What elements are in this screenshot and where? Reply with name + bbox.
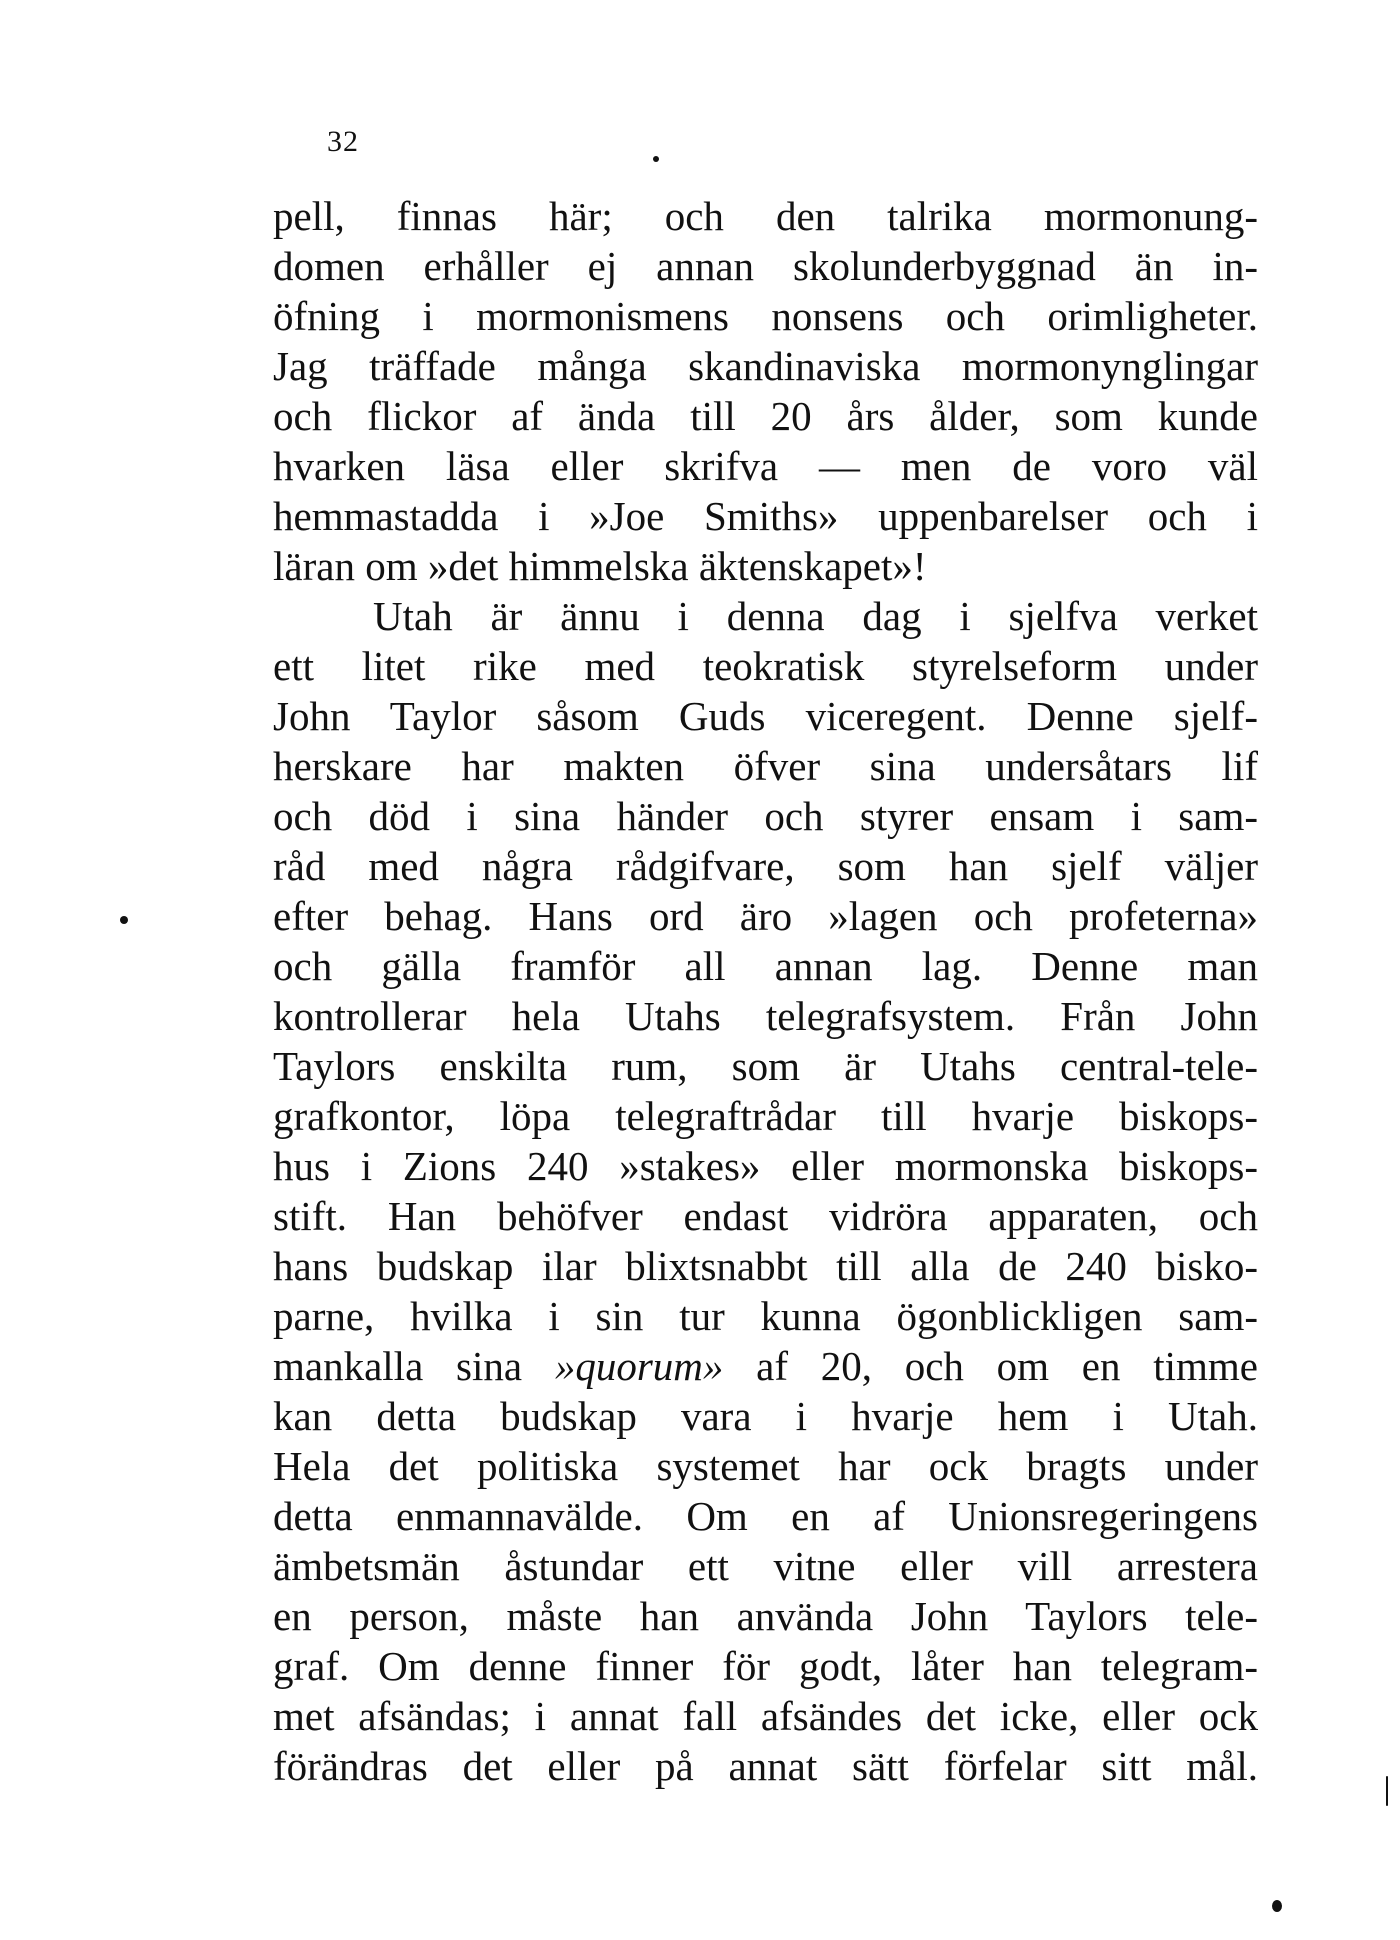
- text-line: hans budskap ilar blixtsnabbt till alla de 240 bisko-: [273, 1243, 1258, 1289]
- text-line: pell, finnas här; och den talrika mormonung-: [273, 193, 1258, 239]
- text-line: ämbetsmän åstundar ett vitne eller vill arrestera: [273, 1543, 1258, 1589]
- print-speck: [1272, 1900, 1282, 1912]
- text-line: öfning i mormonismens nonsens och orimligheter.: [273, 293, 1258, 339]
- text-line: Taylors enskilta rum, som är Utahs central-tele-: [273, 1043, 1258, 1089]
- text-line: Jag träffade många skandinaviska mormonynglingar: [273, 343, 1258, 389]
- text-line: domen erhåller ej annan skolunderbyggnad än in-: [273, 243, 1258, 289]
- text-line: kontrollerar hela Utahs telegrafsystem. Från John: [273, 993, 1258, 1039]
- page-number: 32: [327, 125, 359, 158]
- print-speck: [1386, 1776, 1388, 1806]
- text-line: och gälla framför all annan lag. Denne man: [273, 943, 1258, 989]
- text-segment: af 20, och om en timme: [723, 1343, 1258, 1389]
- text-line: kan detta budskap vara i hvarje hem i Utah.: [273, 1393, 1258, 1439]
- text-line: råd med några rådgifvare, som han sjelf väljer: [273, 843, 1258, 889]
- text-line: hemmastadda i »Joe Smiths» uppenbarelser och i: [273, 493, 1258, 539]
- text-line: efter behag. Hans ord äro »lagen och profeterna»: [273, 893, 1258, 939]
- text-line: ett litet rike med teokratisk styrelseform under: [273, 643, 1258, 689]
- paragraph-first-line: Utah är ännu i denna dag i sjelfva verket: [373, 593, 1258, 639]
- text-line: och död i sina händer och styrer ensam i sam-: [273, 793, 1258, 839]
- text-line: grafkontor, löpa telegraftrådar till hvarje biskops-: [273, 1093, 1258, 1139]
- text-line: hvarken läsa eller skrifva — men de voro väl: [273, 443, 1258, 489]
- italic-term: »quorum»: [554, 1343, 724, 1389]
- print-speck: [120, 916, 128, 924]
- text-line: Hela det politiska systemet har ock bragts under: [273, 1443, 1258, 1489]
- body-text: [273, 191, 1258, 1791]
- text-line: graf. Om denne finner för godt, låter han telegram-: [273, 1643, 1258, 1689]
- text-line-with-italic: [273, 1341, 1258, 1391]
- text-line: stift. Han behöfver endast vidröra apparaten, och: [273, 1193, 1258, 1239]
- text-line: förändras det eller på annat sätt förfelar sitt mål.: [273, 1743, 1258, 1789]
- text-line: met afsändas; i annat fall afsändes det icke, eller ock: [273, 1693, 1258, 1739]
- print-speck: [653, 156, 659, 162]
- text-line: hus i Zions 240 »stakes» eller mormonska biskops-: [273, 1143, 1258, 1189]
- text-line: och flickor af ända till 20 års ålder, som kunde: [273, 393, 1258, 439]
- text-line: John Taylor såsom Guds viceregent. Denne sjelf-: [273, 693, 1258, 739]
- text-line: en person, måste han använda John Taylors tele-: [273, 1593, 1258, 1639]
- text-line: läran om »det himmelska äktenskapet»!: [273, 543, 927, 589]
- text-line: herskare har makten öfver sina undersåtars lif: [273, 743, 1258, 789]
- text-line: parne, hvilka i sin tur kunna ögonblickligen sam-: [273, 1293, 1258, 1339]
- text-line: detta enmannavälde. Om en af Unionsregeringens: [273, 1493, 1258, 1539]
- text-segment: mankalla sina: [273, 1343, 555, 1389]
